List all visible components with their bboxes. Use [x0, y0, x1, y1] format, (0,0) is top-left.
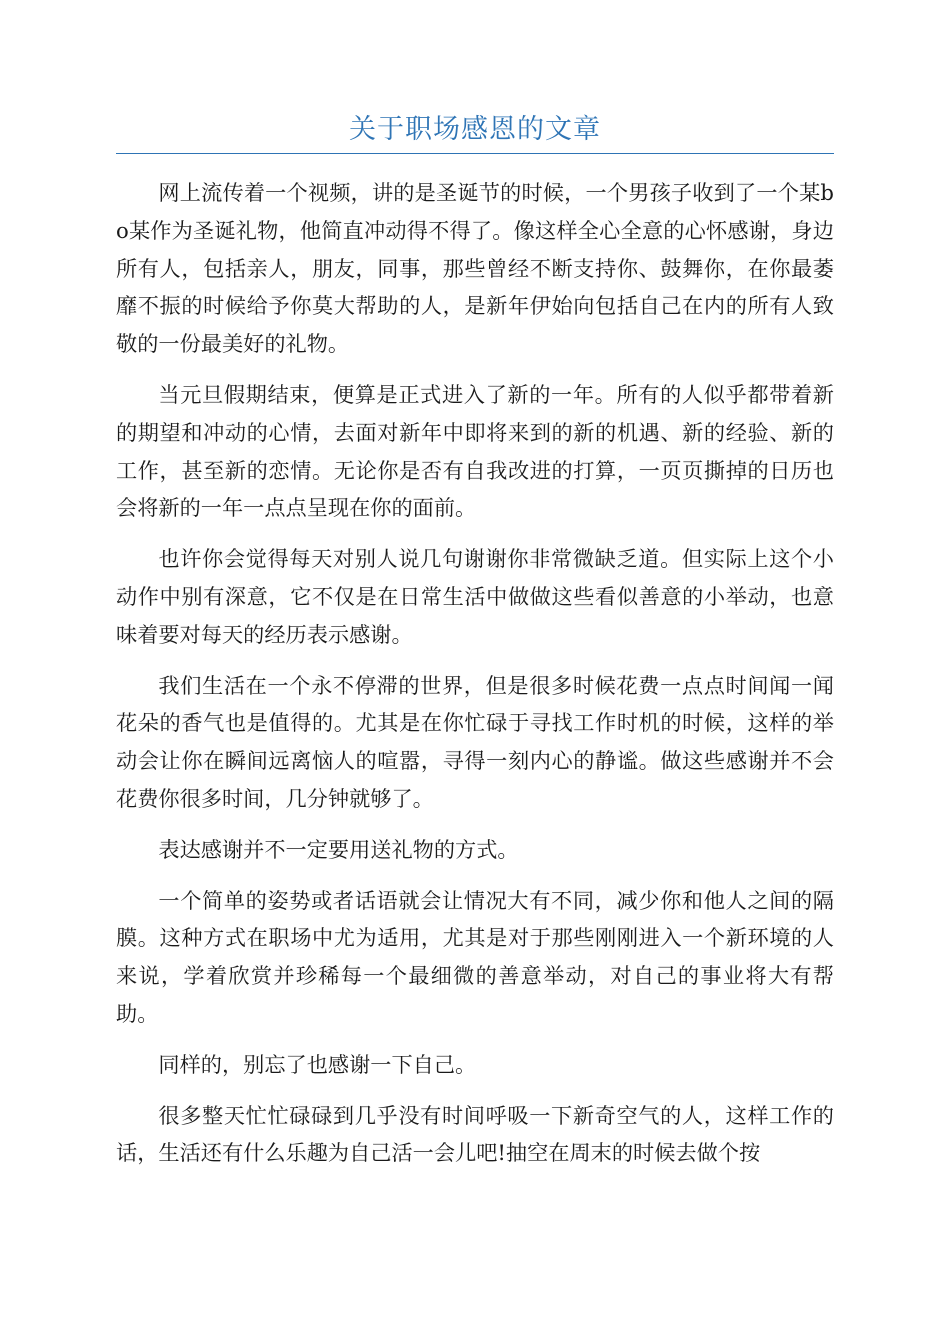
paragraph-5: 表达感谢并不一定要用送礼物的方式。 — [158, 836, 519, 862]
document-body — [116, 174, 834, 1185]
paragraph-7: 同样的，别忘了也感谢一下自己。 — [158, 1051, 477, 1077]
paragraph-4: 我们生活在一个永不停滞的世界，但是很多时候花费一点点时间闻一闻花朵的香气也是值得的。尤其是在你忙碌于寻找工作时机的时候，这样的举动会让你在瞬间远离恼人的喧嚣，寻得一刻内心的静谧。做这些感谢并不会花费你很多时间，几分钟就够了。 — [116, 672, 834, 811]
paragraph-6: 一个简单的姿势或者话语就会让情况大有不同，减少你和他人之间的隔膜。这种方式在职场中尤为适用，尤其是对于那些刚刚进入一个新环境的人来说，学着欣赏并珍稀每一个最细微的善意举动，对自己的事业将大有帮助。 — [116, 887, 834, 1026]
document-title: 关于职场感恩的文章 — [349, 114, 601, 145]
paragraph-8: 很多整天忙忙碌碌到几乎没有时间呼吸一下新奇空气的人，这样工作的话，生活还有什么乐趣为自己活一会儿吧!抽空在周末的时候去做个按 — [116, 1102, 834, 1166]
paragraph-2: 当元旦假期结束，便算是正式进入了新的一年。所有的人似乎都带着新的期望和冲动的心情，去面对新年中即将来到的新的机遇、新的经验、新的工作，甚至新的恋情。无论你是否有自我改进的打算，一页页撕掉的日历也会将新的一年一点点呈现在你的面前。 — [116, 381, 834, 521]
title-underline — [116, 153, 834, 154]
paragraph-1: 网上流传着一个视频，讲的是圣诞节的时候，一个男孩子收到了一个某bo某作为圣诞礼物，他简直冲动得不得了。像这样全心全意的心怀感谢，身边所有人，包括亲人，朋友，同事，那些曾经不断支持你、鼓舞你，在你最萎靡不振的时候给予你莫大帮助的人，是新年伊始向包括自己在内的所有人致敬的一份最美好的礼物。 — [116, 180, 834, 357]
paragraph-3: 也许你会觉得每天对别人说几句谢谢你非常微缺乏道。但实际上这个小动作中别有深意，它不仅是在日常生活中做做这些看似善意的小举动，也意味着要对每天的经历表示感谢。 — [116, 546, 834, 647]
